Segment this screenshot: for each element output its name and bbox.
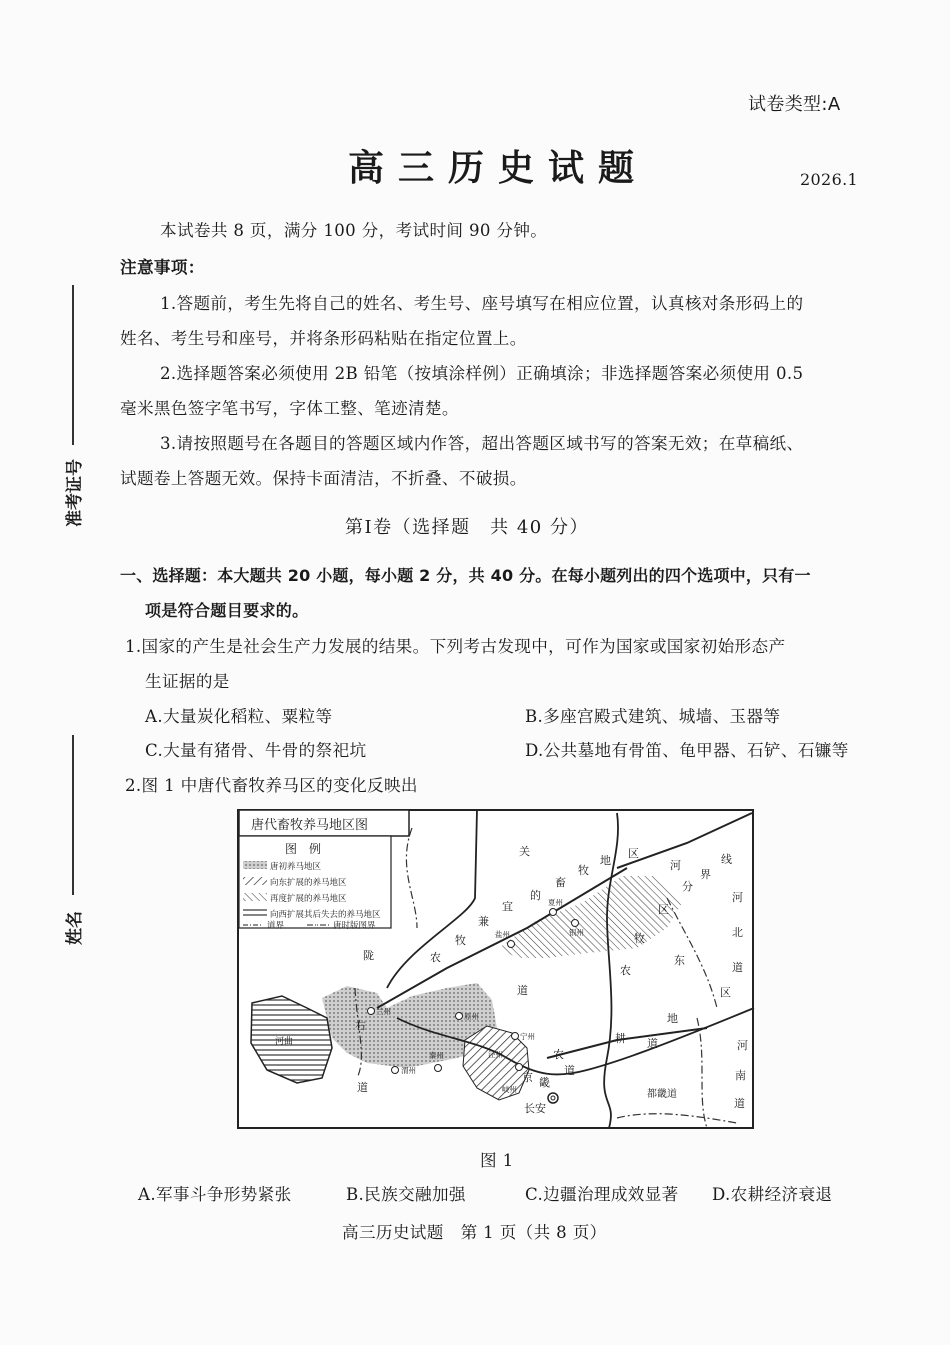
notice-line: 3.请按照题号在各题目的答题区域内作答，超出答题区域书写的答案无效；在草稿纸、 (160, 434, 804, 453)
svg-text:的: 的 (530, 889, 541, 902)
label-hedong: 河 (670, 859, 681, 872)
city-label: 秦州 (429, 1051, 444, 1060)
paper-type: 试卷类型:A (748, 94, 841, 115)
svg-text:地: 地 (600, 854, 611, 867)
exam-id-line (72, 285, 74, 445)
notice-heading: 注意事项： (120, 258, 205, 277)
q1-option-a[interactable]: A.大量炭化稻粒、粟粒等 (145, 707, 333, 726)
city-label: 泾州 (488, 1050, 503, 1059)
legend-line: 道界 (267, 921, 285, 931)
notice-line: 姓名、考生号和座号，并将条形码粘贴在指定位置上。 (120, 329, 527, 348)
q1-option-d[interactable]: D.公共墓地有骨笛、龟甲器、石铲、石镰等 (525, 741, 849, 760)
svg-text:农: 农 (430, 951, 441, 964)
svg-text:区: 区 (628, 847, 639, 860)
city-label: 宁州 (520, 1032, 535, 1041)
legend-item: 再度扩展的养马地区 (270, 894, 347, 904)
city-label: 夏州 (548, 898, 563, 907)
city-label: 岐州 (502, 1085, 517, 1094)
name-label: 姓名 (65, 911, 85, 945)
label-jingji: 道 (564, 1064, 575, 1077)
svg-text:地: 地 (667, 1012, 678, 1025)
label-henan: 南 (735, 1069, 746, 1082)
label-jingji: 畿 (539, 1076, 550, 1089)
city-label: 原州 (464, 1012, 479, 1021)
q1-option-c[interactable]: C.大量有猪骨、牛骨的祭祀坑 (145, 741, 367, 760)
section-title: 第Ⅰ卷（选择题 共 40 分） (345, 517, 589, 538)
svg-text:牧: 牧 (634, 932, 645, 945)
svg-text:宜: 宜 (502, 900, 513, 913)
map-title: 唐代畜牧养马地区图 (251, 818, 369, 833)
label-hequ: 河曲 (275, 1037, 294, 1047)
label-hebei: 北 (732, 926, 743, 939)
capital-label: 长安 (524, 1102, 546, 1115)
svg-text:区: 区 (720, 986, 731, 999)
exam-id-label: 准考证号 (65, 459, 85, 527)
page-footer: 高三历史试题 第 1 页（共 8 页） (342, 1223, 607, 1242)
city-label: 盐州 (495, 930, 510, 939)
question-2-stem: 2.图 1 中唐代畜牧养马区的变化反映出 (125, 776, 418, 795)
notice-line: 1.答题前，考生先将自己的姓名、考生号、座号填写在相应位置，认真核对条形码上的 (160, 294, 804, 313)
legend-item: 唐初养马地区 (270, 862, 322, 872)
label-hedong: 道 (647, 1037, 658, 1050)
svg-text:农: 农 (553, 1048, 564, 1061)
legend-item: 向西扩展其后失去的养马地区 (270, 910, 381, 920)
label-longyou: 右 (355, 1019, 366, 1032)
city-label: 渭州 (401, 1066, 416, 1075)
label-hebei: 河 (732, 891, 743, 904)
label-longyou: 道 (357, 1081, 368, 1094)
notice-line: 毫米黑色签字笔书写，字体工整、笔迹清楚。 (120, 399, 459, 418)
intro-text: 本试卷共 8 页，满分 100 分，考试时间 90 分钟。 (160, 221, 548, 240)
name-line (72, 735, 74, 895)
label-longyou: 陇 (363, 949, 374, 962)
svg-text:线: 线 (721, 853, 732, 866)
section-instruction: 一、选择题：本大题共 20 小题，每小题 2 分，共 40 分。在每小题列出的四个选项中，只有一 (120, 566, 811, 585)
q2-option-c[interactable]: C.边疆治理成效显著 (525, 1185, 679, 1204)
notice-line: 试题卷上答题无效。保持卡面清洁，不折叠、不破损。 (120, 469, 527, 488)
svg-text:牧: 牧 (578, 864, 589, 877)
figure-caption: 图 1 (480, 1151, 514, 1170)
legend-line: 唐时版图界 (333, 921, 376, 931)
exam-date: 2026.1 (800, 170, 859, 189)
label-guannei: 关 (519, 845, 530, 858)
svg-text:农: 农 (620, 964, 631, 977)
question-1-stem: 生证据的是 (145, 672, 230, 691)
legend-title: 图 例 (285, 842, 322, 856)
section-instruction: 项是符合题目要求的。 (145, 601, 309, 620)
svg-text:畜: 畜 (555, 876, 566, 889)
label-jingji: 京 (522, 1071, 533, 1084)
tang-horse-map (237, 808, 755, 1130)
label-guannei: 道 (517, 984, 528, 997)
notice-line: 2.选择题答案必须使用 2B 铅笔（按填涂样例）正确填涂；非选择题答案必须使用 0.5 (160, 364, 804, 383)
q2-option-b[interactable]: B.民族交融加强 (346, 1185, 466, 1204)
city-label: 兰州 (376, 1007, 391, 1016)
city-label: 银州 (569, 928, 584, 937)
svg-text:兼: 兼 (478, 915, 489, 928)
label-hedong: 东 (674, 954, 685, 967)
question-1-stem: 1.国家的产生是社会生产力发展的结果。下列考古发现中，可作为国家或国家初始形态产 (125, 637, 786, 656)
svg-text:分: 分 (682, 880, 693, 893)
label-hebei: 道 (732, 961, 743, 974)
q2-option-a[interactable]: A.军事斗争形势紧张 (138, 1185, 292, 1204)
legend-item: 向东扩展的养马地区 (270, 878, 347, 888)
page-title: 高三历史试题 (348, 147, 649, 189)
q1-option-b[interactable]: B.多座宫殿式建筑、城墙、玉器等 (525, 707, 781, 726)
svg-text:耕: 耕 (615, 1032, 626, 1045)
svg-text:牧: 牧 (455, 934, 466, 947)
label-duji: 都畿道 (647, 1089, 677, 1100)
svg-text:区: 区 (658, 903, 669, 916)
svg-text:界: 界 (700, 868, 711, 881)
label-henan: 河 (737, 1039, 748, 1052)
label-henan: 道 (734, 1097, 745, 1110)
q2-option-d[interactable]: D.农耕经济衰退 (712, 1185, 833, 1204)
